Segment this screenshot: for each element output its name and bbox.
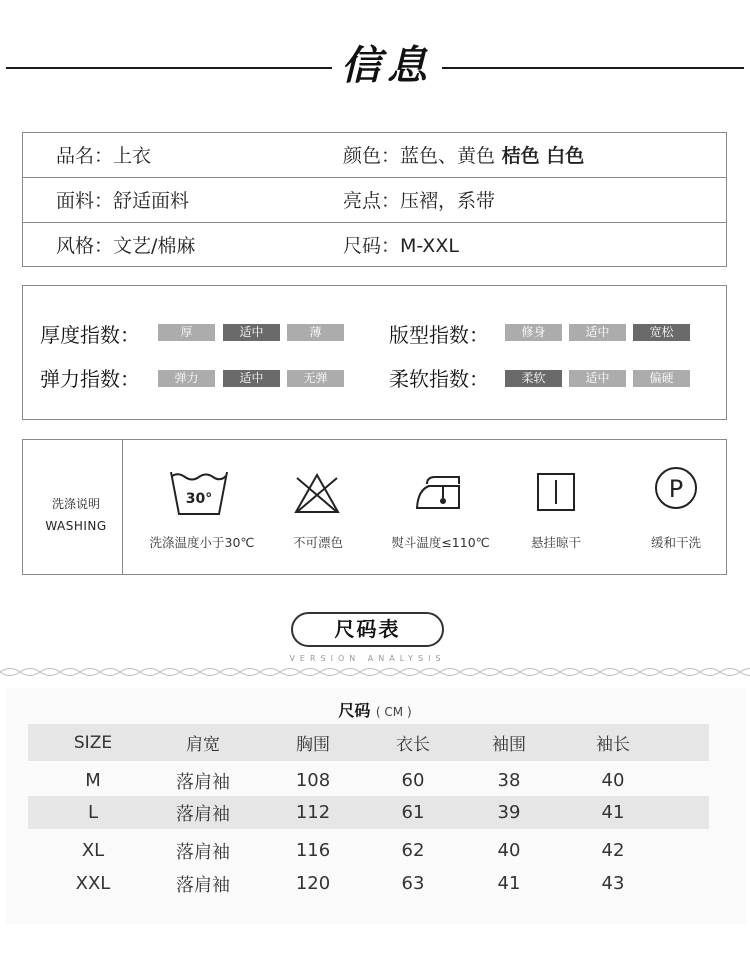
softness-option: 适中: [569, 370, 626, 387]
fit-option: 宽松: [633, 324, 690, 341]
fit-index-panel: [22, 285, 727, 420]
table-row: [28, 832, 709, 869]
info-color: [343, 133, 584, 177]
table-cell: 落肩袖: [176, 874, 230, 896]
info-name: 品名：上衣: [56, 145, 152, 167]
info-color-text: 颜色：蓝色、黄色: [343, 145, 496, 167]
info-fabric: 面料：舒适面料: [56, 190, 190, 212]
table-row: [28, 762, 709, 799]
fit-option: 适中: [569, 324, 626, 341]
elasticity-option: 弹力: [158, 370, 215, 387]
table-cell: 落肩袖: [176, 771, 230, 793]
table-cell: 落肩袖: [176, 803, 230, 825]
thickness-option: 适中: [223, 324, 280, 341]
table-cell: 40: [601, 770, 625, 791]
unit-title: 尺码: [338, 701, 371, 720]
size-chart-title: 尺码表: [291, 612, 444, 647]
table-row: [28, 865, 709, 902]
header-rule-right: [442, 67, 744, 69]
washing-instructions-panel: [22, 439, 727, 575]
table-cell: 38: [497, 770, 521, 791]
size-unit-label: [300, 698, 450, 721]
header-rule-left: [6, 67, 332, 69]
table-cell: XL: [81, 840, 105, 861]
thickness-option: 薄: [287, 324, 344, 341]
table-cell: 112: [295, 802, 331, 823]
table-cell: L: [87, 802, 99, 823]
column-header: 衣长: [396, 735, 430, 755]
hang-dry-icon: [536, 472, 576, 512]
table-cell: 41: [601, 802, 625, 823]
table-cell: 41: [497, 873, 521, 894]
elasticity-option: 无弹: [287, 370, 344, 387]
table-cell: XXL: [75, 873, 111, 894]
table-cell: 60: [401, 770, 425, 791]
info-row: [23, 177, 726, 222]
thickness-index-label: 厚度指数：: [40, 323, 140, 347]
column-header: 袖围: [492, 735, 526, 755]
divider: [122, 440, 123, 574]
wash-tub-icon: [168, 470, 230, 518]
table-cell: 108: [295, 770, 331, 791]
size-chart-subtitle: VERSION ANALYSIS: [289, 654, 446, 663]
table-cell: 61: [401, 802, 425, 823]
info-row: [23, 222, 726, 267]
info-style: 风格：文艺/棉麻: [56, 235, 196, 257]
bleach-caption: 不可漂色: [292, 535, 343, 550]
decorative-wave-divider: [0, 664, 750, 680]
table-cell: M: [85, 770, 101, 791]
softness-index-label: 柔软指数：: [389, 367, 489, 391]
iron-icon: [413, 474, 469, 514]
dry-clean-p-icon: [654, 466, 698, 510]
fit-option: 修身: [505, 324, 562, 341]
unit-cm: ( CM ): [375, 705, 412, 719]
table-cell: 62: [401, 840, 425, 861]
product-info-table: [22, 132, 727, 267]
softness-option: 柔软: [505, 370, 562, 387]
washing-subtitle: WASHING: [45, 519, 107, 533]
table-cell: 120: [295, 873, 331, 894]
dry-clean-letter: P: [668, 475, 684, 503]
fit-index-label: 版型指数：: [389, 323, 489, 347]
column-header: 肩宽: [186, 735, 220, 755]
elasticity-index-label: 弹力指数：: [40, 367, 140, 391]
iron-caption: 熨斗温度≤110℃: [391, 535, 490, 550]
table-row: [28, 796, 709, 829]
table-cell: 63: [401, 873, 425, 894]
washing-title: 洗涤说明: [51, 497, 100, 511]
wash-temperature: 30°: [185, 491, 213, 507]
column-header: SIZE: [73, 732, 113, 753]
size-table-header: [28, 724, 709, 761]
table-cell: 43: [601, 873, 625, 894]
table-cell: 40: [497, 840, 521, 861]
dry-clean-caption: 缓和干洗: [650, 535, 701, 550]
section-title: 信息: [341, 42, 433, 89]
table-cell: 落肩袖: [176, 841, 230, 863]
elasticity-option: 适中: [223, 370, 280, 387]
info-color-extra: 桔色 白色: [495, 145, 585, 167]
column-header: 袖长: [596, 735, 630, 755]
info-highlight: 亮点：压褶，系带: [343, 190, 496, 212]
table-cell: 39: [497, 802, 521, 823]
table-cell: 116: [295, 840, 331, 861]
table-cell: 42: [601, 840, 625, 861]
softness-option: 偏硬: [633, 370, 690, 387]
no-bleach-icon: [293, 472, 341, 516]
thickness-option: 厚: [158, 324, 215, 341]
column-header: 胸围: [296, 735, 330, 755]
info-row: [23, 133, 726, 178]
info-size: 尺码：M-XXL: [343, 235, 459, 257]
wash-caption: 洗涤温度小于30℃: [149, 535, 255, 550]
dry-caption: 悬挂晾干: [530, 535, 581, 550]
